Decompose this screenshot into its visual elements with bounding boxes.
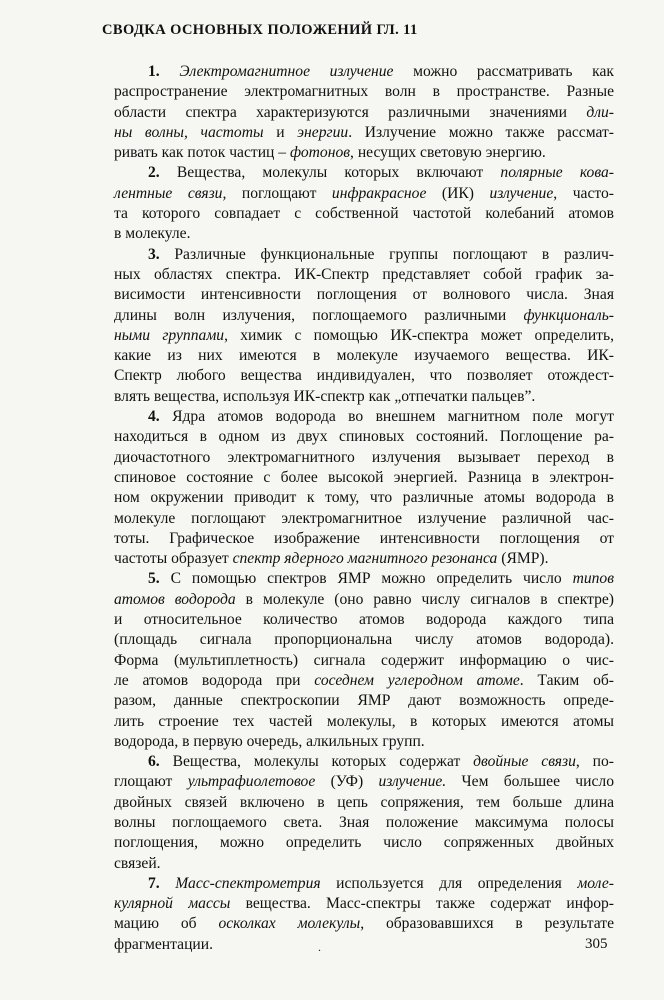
- summary-text: [114, 62, 614, 955]
- text-run: ривать как поток частиц –: [114, 144, 290, 162]
- text-run: Различные функциональные группы поглощают в различ-: [174, 245, 614, 263]
- text-run: Вещества, молекулы которых содержат: [172, 753, 474, 771]
- text-run: (ЯМР).: [497, 550, 549, 568]
- text-run: и: [263, 123, 298, 141]
- italic-term: излучение.: [378, 773, 447, 791]
- italic-term: функциональ-: [523, 306, 614, 324]
- text-run: ле атомов водорода при: [114, 671, 315, 689]
- text-run: в молекуле (оно равно числу сигналов в спектре): [235, 590, 614, 608]
- text-run: молекуле поглощают электромагнитное излучение различной час-: [114, 509, 614, 527]
- text-line: [114, 813, 614, 833]
- text-run: мацию об: [114, 915, 219, 933]
- italic-term: атомов водорода: [114, 590, 236, 608]
- italic-term: осколках молекулы: [218, 915, 361, 933]
- italic-term: кулярной массы: [114, 895, 231, 913]
- stray-mark: .: [318, 940, 321, 954]
- paragraph-5: [114, 569, 614, 752]
- paragraph-number: 1.: [148, 63, 160, 80]
- text-run: какие из них имеются в молекуле изучаемого вещества. ИК-: [114, 347, 614, 365]
- text-run: используется для определения: [320, 874, 578, 892]
- text-run: (УФ): [315, 773, 379, 791]
- text-line: [114, 204, 614, 224]
- text-line: [114, 712, 614, 732]
- text-line: [114, 854, 614, 874]
- text-line: [114, 610, 614, 630]
- text-run: Ядра атомов водорода во внешнем магнитном поле могут: [172, 408, 614, 426]
- text-run: водорода, в первую очередь, алкильных групп.: [114, 732, 425, 750]
- text-run: глощают: [114, 773, 188, 791]
- text-run: висимости интенсивности поглощения от волнового числа. Зная: [114, 286, 614, 304]
- italic-term: лентные связи,: [114, 184, 227, 202]
- italic-term: моле-: [577, 874, 614, 892]
- italic-term: дли-: [586, 103, 614, 121]
- text-line: [114, 772, 614, 792]
- text-line: [114, 224, 614, 244]
- italic-term: энергии: [297, 123, 349, 141]
- text-line: [114, 184, 614, 204]
- text-run: поглощения, можно определить число сопряженных двойных: [114, 834, 614, 852]
- italic-term: Масс-спектрометрия: [175, 874, 321, 892]
- text-run: , химик с помощью ИК-спектра может определить,: [224, 326, 614, 344]
- paragraph-number: 4.: [148, 408, 160, 426]
- page-number: 305: [585, 936, 608, 952]
- text-line: [114, 103, 614, 123]
- text-line: [114, 123, 614, 143]
- text-run: , часто-: [553, 184, 614, 202]
- italic-term: излучение: [489, 184, 554, 202]
- italic-term: ультрафиолетовое: [187, 773, 316, 791]
- text-run: та которого совпадает с собственной частотой колебаний атомов: [114, 205, 614, 223]
- text-run: ном окружении приводит к тому, что различные атомы водорода в: [114, 489, 614, 507]
- text-run: можно рассматривать как: [393, 63, 614, 80]
- text-line: [114, 732, 614, 752]
- text-line: [114, 346, 614, 366]
- paragraph-1: [114, 62, 614, 163]
- text-line: [114, 590, 614, 610]
- paragraph-7: [114, 874, 614, 955]
- text-line: [114, 630, 614, 650]
- text-run: области спектра характеризуются различными значениями: [114, 103, 587, 121]
- paragraph-number: 5.: [148, 570, 160, 588]
- text-run: разом, данные спектроскопии ЯМР дают возможность опреде-: [114, 692, 614, 710]
- text-line: [114, 651, 614, 671]
- text-run: находиться в одном из двух спиновых состояний. Поглощение ра-: [114, 428, 614, 446]
- text-run: Форма (мультиплетность) сигнала содержит информацию о чис-: [114, 651, 614, 669]
- italic-term: спектр ядерного магнитного резонанса: [232, 550, 498, 568]
- text-run: , по-: [575, 753, 615, 771]
- text-run: частоты образует: [114, 550, 233, 568]
- text-run: . Таким об-: [519, 671, 614, 689]
- text-line: [114, 366, 614, 386]
- text-line: [114, 62, 614, 82]
- text-line: [114, 245, 614, 265]
- italic-term: ными группами: [114, 326, 225, 344]
- text-run: Чем большее число: [446, 773, 614, 791]
- text-run: (площадь сигнала пропорциональна числу атомов водорода).: [114, 631, 614, 649]
- text-run: и относительное количество атомов водорода каждого типа: [114, 611, 614, 629]
- text-line: [114, 509, 614, 529]
- paragraph-4: [114, 407, 614, 569]
- italic-term: ны волны, частоты: [114, 123, 264, 141]
- text-line: [114, 306, 614, 326]
- text-line: [114, 914, 614, 934]
- paragraph-number: 6.: [148, 753, 160, 771]
- text-line: [114, 387, 614, 407]
- paragraph-3: [114, 245, 614, 407]
- italic-term: Электромагнитное излучение: [179, 63, 394, 80]
- text-run: лить строение тех частей молекулы, в которых имеются атомы: [114, 712, 614, 730]
- text-run: (ИК): [426, 184, 490, 202]
- text-line: [114, 671, 614, 691]
- italic-term: инфракрасное: [331, 184, 427, 202]
- text-run: влять вещества, используя ИК-спектр как „отпечатки пальцев”.: [114, 387, 536, 405]
- text-run: вещества. Масс-спектры также содержат инфор-: [230, 895, 614, 913]
- text-line: [114, 407, 614, 427]
- text-run: спиновое состояние с более высокой энергией. Разница в электрон-: [114, 468, 614, 486]
- text-line: [114, 833, 614, 853]
- text-run: фрагментации.: [114, 935, 214, 953]
- text-run: . Излучение можно также рассмат-: [348, 123, 614, 141]
- text-line: [114, 894, 614, 914]
- text-line: [114, 569, 614, 589]
- text-run: Спектр любого вещества индивидуален, что позволяет отождест-: [114, 367, 614, 385]
- text-run: Вещества, молекулы которых включают: [176, 164, 501, 182]
- text-line: [114, 163, 614, 183]
- text-run: тоты. Графическое изображение интенсивности поглощения от: [114, 529, 614, 547]
- text-line: [114, 265, 614, 285]
- text-run: длины волн излучения, поглощаемого различными: [114, 306, 524, 324]
- text-run: , образовавшихся в результате: [360, 915, 614, 933]
- text-run: двойных связей включено в цепь сопряжения, тем больше длина: [114, 793, 614, 811]
- text-line: [114, 935, 614, 955]
- text-line: [114, 82, 614, 102]
- italic-term: соседнем углеродном атоме: [314, 671, 520, 689]
- text-run: диочастотного электромагнитного излучения вызывает переход в: [114, 448, 614, 466]
- text-line: [114, 488, 614, 508]
- text-line: [114, 285, 614, 305]
- paragraph-number: 2.: [148, 164, 160, 182]
- text-run: распространение электромагнитных волн в пространстве. Разные: [114, 83, 614, 101]
- paragraph-number: 3.: [148, 245, 160, 263]
- italic-term: фотонов: [289, 144, 351, 162]
- text-run: поглощают: [226, 184, 332, 202]
- paragraph-2: [114, 163, 614, 244]
- text-line: [114, 326, 614, 346]
- text-run: волны поглощаемого света. Зная положение максимума полосы: [114, 813, 614, 831]
- text-run: в молекуле.: [114, 225, 191, 243]
- text-run: связей.: [114, 854, 161, 872]
- text-line: [114, 793, 614, 813]
- text-line: [114, 529, 614, 549]
- text-line: [114, 874, 614, 894]
- text-line: [114, 752, 614, 772]
- text-line: [114, 448, 614, 468]
- italic-term: полярные кова-: [500, 164, 615, 182]
- text-run: С помощью спектров ЯМР можно определить число: [170, 570, 573, 588]
- text-line: [114, 468, 614, 488]
- text-run: ных областях спектра. ИК-Спектр представляет собой график за-: [114, 265, 614, 283]
- text-line: [114, 691, 614, 711]
- text-run: , несущих световую энергию.: [350, 144, 546, 162]
- italic-term: двойные связи: [473, 753, 576, 771]
- running-header: СВОДКА ОСНОВНЫХ ПОЛОЖЕНИЙ ГЛ. 11: [102, 22, 418, 38]
- text-line: [114, 427, 614, 447]
- text-line: [114, 143, 614, 163]
- paragraph-6: [114, 752, 614, 874]
- italic-term: типов: [572, 570, 614, 588]
- paragraph-number: 7.: [148, 874, 160, 892]
- text-line: [114, 549, 614, 569]
